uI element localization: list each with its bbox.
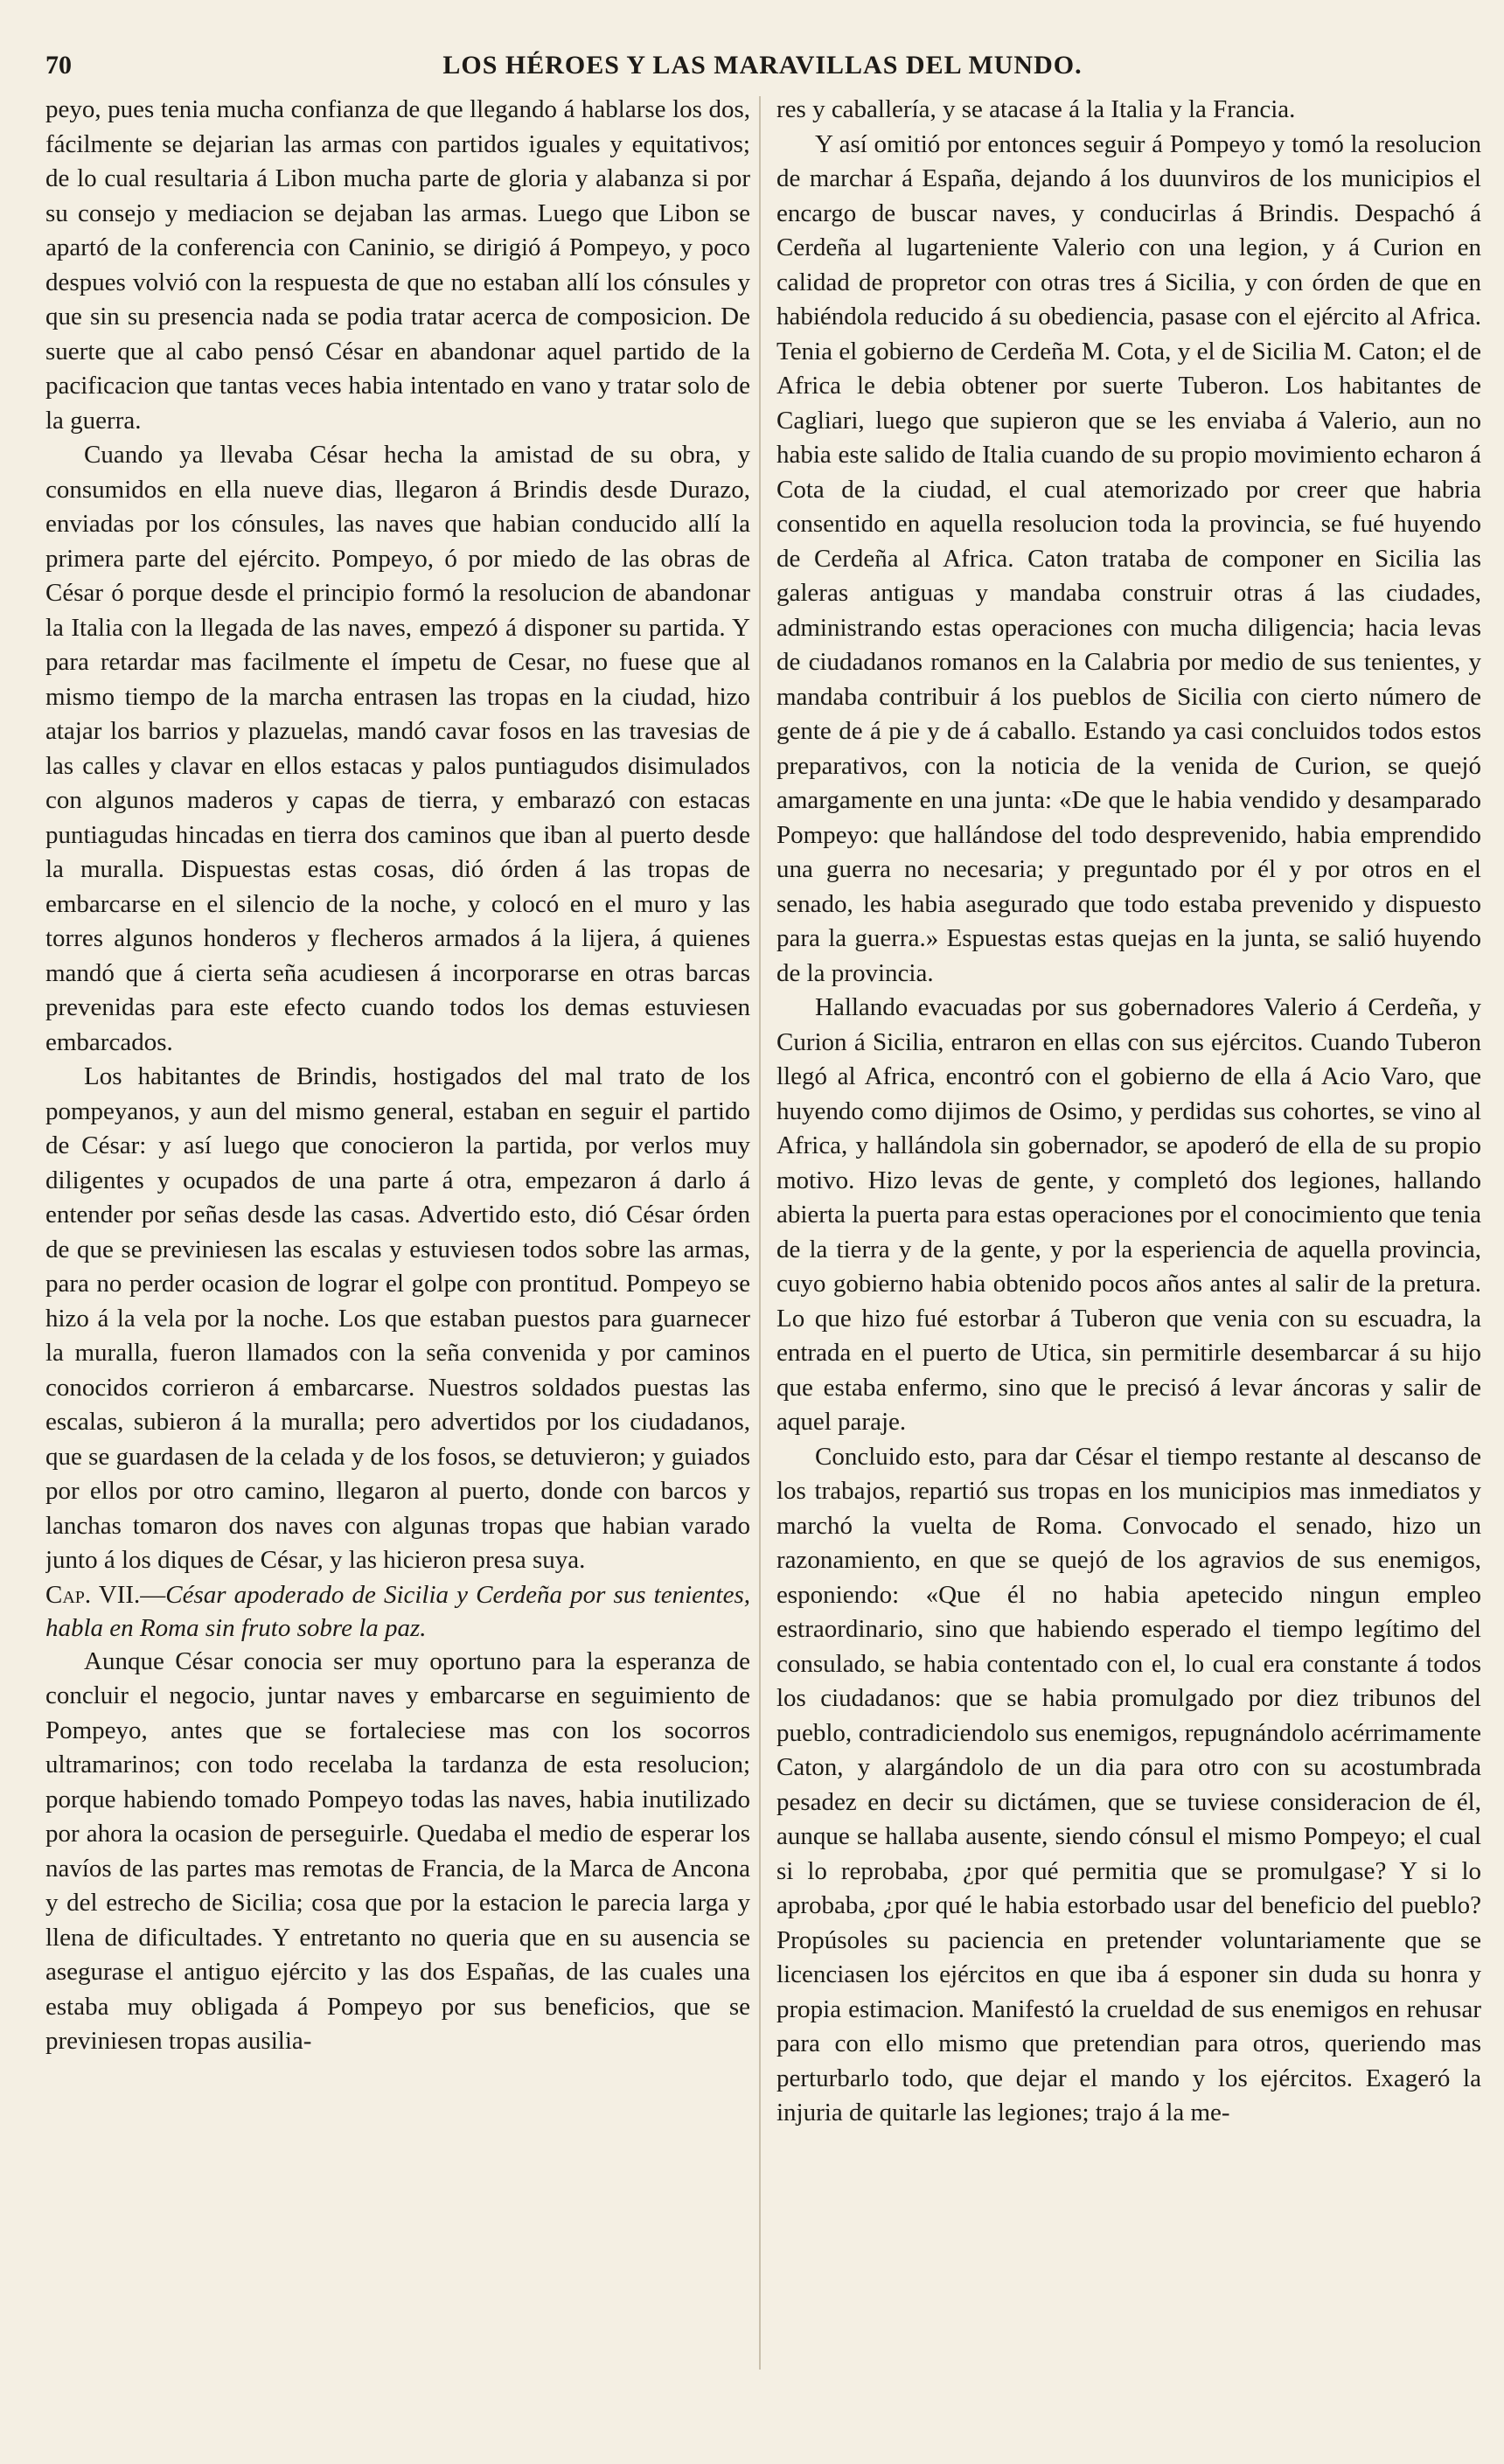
paragraph: Y así omitió por entonces seguir á Pompeyo y tomó la resolucion de marchar á España, dejando á los duunviros de los municipios el encargo de buscar naves, y conducirlas á Brindis. Despachó á Cerdeña al lugarteniente Valerio con una legion, y á Curion en calidad de propretor con otras tres á Sicilia, y con órden de que en habiéndola reducido á su obediencia, pasase con el ejército al Africa. Tenia el gobierno de Cerdeña M. Cota, y el de Sicilia M. Caton; el de Africa le debia obtener por suerte Tuberon. Los habitantes de Cagliari, luego que supieron que se les enviaba á Valerio, aun no habia este salido de Italia cuando de su propio movimiento echaron á Cota de la ciudad, el cual atemorizado por creer que habria consentido en aquella resolucion toda la provincia, se fué huyendo de Cerdeña al Africa. Caton trataba de componer en Sicilia las galeras antiguas y mandaba construir otras á las ciudades, administrando estas operaciones con mucha diligencia; hacia levas de ciudadanos romanos en la Calabria por medio de sus tenientes, y mandaba contribuir á los pueblos de Sicilia con cierto número de gente de á pie y de á caballo. Estando ya casi concluidos todos estos preparativos, con la noticia de la venida de Curion, se quejó amargamente en una junta: «De que le habia vendido y desamparado Pompeyo: que hallándose del todo desprevenido, habia emprendido una guerra no necesaria; y preguntado por él y por otros en el senado, les habia asegurado que todo estaba prevenido y dispuesto para la guerra.» Espuestas estas quejas en la junta, se salió huyendo de la provincia.	[776, 129, 1481, 987]
right-column	[776, 93, 1481, 2384]
paragraph: Hallando evacuadas por sus gobernadores Valerio á Cerdeña, y Curion á Sicilia, entraron en ellas con sus ejércitos. Cuando Tuberon llegó al Africa, encontró con el gobierno de ella á Acio Varo, que huyendo como dijimos de Osimo, y perdidas sus cohortes, se vino al Africa, y hallándola sin gobernador, se apoderó de ella de su propio motivo. Hizo levas de gente, y completó dos legiones, hallando abierta la puerta para estas operaciones por el conocimiento que tenia de la tierra y de la gente, y por la esperiencia de aquella provincia, cuyo gobierno habia obtenido pocos años antes al salir de la pretura. Lo que hizo fué estorbar á Tuberon que venia con su escuadra, la entrada en el puerto de Utica, sin permitirle desembarcar á su hijo que estaba enfermo, sino que le precisó á levar áncoras y salir de aquel paraje.	[776, 993, 1481, 1436]
chapter-title: César apoderado de Sicilia y Cerdeña por sus tenientes, habla en Roma sin fruto sobre la paz.	[45, 1580, 750, 1642]
chapter-label: Cap. VII.	[45, 1580, 141, 1609]
paragraph: peyo, pues tenia mucha confianza de que llegando á hablarse los dos, fácilmente se dejarian las armas con partidos iguales y equitativos; de lo cual resultaria á Libon mucha parte de gloria y alabanza si por su consejo y mediacion se dejaban las armas. Luego que Libon se apartó de la conferencia con Caninio, se dirigió á Pompeyo, y poco despues volvió con la respuesta de que no estaban allí los cónsules y que sin su presencia nada se podia tratar acerca de composicion. De suerte que al cabo pensó César en abandonar aquel partido de la pacificacion que tantas veces habia intentado en vano y tratar solo de la guerra.	[45, 95, 750, 435]
left-column	[45, 93, 750, 2384]
chapter-heading: Cap. VII.—César apoderado de Sicilia y Cerdeña por sus tenientes, habla en Roma sin fruto sobre la paz.	[45, 1580, 750, 1642]
paragraph: Los habitantes de Brindis, hostigados del mal trato de los pompeyanos, y aun del mismo general, estaban en seguir el partido de César: y así luego que conocieron la partida, por verlos muy diligentes y ocupados de una parte á otra, empezaron á darlo á entender por señas desde las casas. Advertido esto, dió César órden de que se previniesen las escalas y estuviesen todos sobre las armas, para no perder ocasion de lograr el golpe con prontitud. Pompeyo se hizo á la vela por la noche. Los que estaban puestos para guarnecer la muralla, fueron llamados con la seña convenida y por caminos conocidos corrieron á embarcarse. Nuestros soldados puestas las escalas, subieron á la muralla; pero advertidos por los ciudadanos, que se guardasen de la celada y de los fosos, se detuvieron; y guiados por ellos por otro camino, llegaron al puerto, donde con barcos y lanchas tomaron dos naves con algunas tropas que habian varado junto á los diques de César, y las hicieron presa suya.	[45, 1062, 750, 1574]
paragraph: Cuando ya llevaba César hecha la amistad de su obra, y consumidos en ella nueve dias, llegaron á Brindis desde Durazo, enviadas por los cónsules, las naves que habian conducido allí la primera parte del ejército. Pompeyo, ó por miedo de las obras de César ó porque desde el principio formó la resolucion de abandonar la Italia con la llegada de las naves, empezó á disponer su partida. Y para retardar mas facilmente el ímpetu de Cesar, no fuese que al mismo tiempo de la marcha entrasen las tropas en la ciudad, hizo atajar los barrios y plazuelas, mandó cavar fosos en las travesias de las calles y clavar en ellos estacas y palos puntiagudos disimulados con algunos maderos y capas de tierra, y embarazó con estacas puntiagudas hincadas en tierra dos caminos que iban al puerto desde la muralla. Dispuestas estas cosas, dió órden á las tropas de embarcarse en el silencio de la noche, y colocó en el muro y las torres algunos honderos y flecheros armados á la lijera, á quienes mandó que á cierta seña acudiesen á incorporarse en otras barcas prevenidas para este efecto cuando todos los demas estuviesen embarcados.	[45, 441, 750, 1056]
column-divider	[759, 96, 761, 2370]
paragraph: Aunque César conocia ser muy oportuno para la esperanza de concluir el negocio, juntar naves y embarcarse en seguimiento de Pompeyo, antes que se fortaleciese mas con los socorros ultramarinos; con todo recelaba la tardanza de esta resolucion; porque habiendo tomado Pompeyo todas las naves, habia inutilizado por ahora la ocasion de perseguirle. Quedaba el medio de esperar los navíos de las partes mas remotas de Francia, de la Marca de Ancona y del estrecho de Sicilia; cosa que por la estacion le parecia larga y llena de dificultades. Y entretanto no queria que en su ausencia se asegurase el antiguo ejército y las dos Españas, de las cuales una estaba muy obligada á Pompeyo por sus beneficios, que se previniesen tropas ausilia-	[45, 1646, 750, 2055]
page-number: 70	[45, 51, 72, 80]
running-head: LOS HÉROES Y LAS MARAVILLAS DEL MUNDO.	[442, 51, 1083, 80]
paragraph: res y caballería, y se atacase á la Italia y la Francia.	[776, 95, 1296, 123]
page-header	[45, 45, 1480, 87]
paragraph: Concluido esto, para dar César el tiempo restante al descanso de los trabajos, repartió sus tropas en los municipios mas inmediatos y marchó la vuelta de Roma. Convocado el senado, hizo un razonamiento, en que se quejó de los agravios de sus enemigos, esponiendo: «Que él no habia apetecido ningun empleo estraordinario, sino que habiendo esperado el tiempo legítimo del consulado, se habia contentado con el, lo cual era constante á todos los ciudadanos: que se habia promulgado por diez tribunos del pueblo, contradiciendolo sus enemigos, repugnándolo acérrimamente Caton, y alargándolo de un dia para otro con su acostumbrada pesadez en decir su dictámen, que se tuviese consideracion de él, aunque se hallaba ausente, siendo cónsul el mismo Pompeyo; el cual si lo reprobaba, ¿por qué permitia que se promulgase? Y si lo aprobaba, ¿por qué le habia estorbado usar del beneficio del pueblo? Propúsoles su paciencia en pretender voluntariamente que se licenciasen los ejércitos en que iba á esponer sin duda su honra y propia estimacion. Manifestó la crueldad de sus enemigos en rehusar para con ello mismo que pretendian para otros, queriendo mas perturbarlo todo, que dejar el mando y los ejércitos. Exageró la injuria de quitarle las legiones; trajo á la me-	[776, 1442, 1481, 2126]
